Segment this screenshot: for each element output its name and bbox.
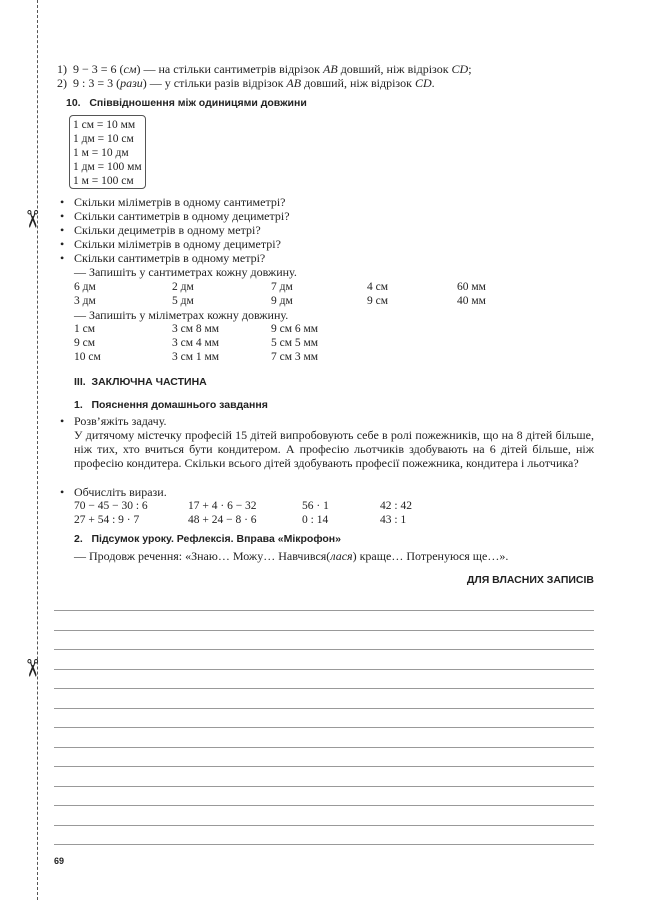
cm-table [74,280,574,308]
list-item: • Розв’яжіть задачу. [60,414,167,428]
note-line [54,649,594,650]
note-line [54,610,594,611]
bullet-icon: • [60,209,65,223]
table-row: 1 см 3 см 8 мм 9 см 6 мм [74,323,319,335]
mm-table [74,322,474,364]
table-row: 6 дм 2 дм 7 дм 4 см 60 мм [74,281,486,293]
bullet-icon: • [60,251,65,265]
page-number: 69 [54,856,65,866]
note-line [54,708,594,709]
table-row: 3 дм 5 дм 9 дм 9 см 40 мм [74,295,486,307]
unit-relation: 1 м = 10 дм [73,147,129,159]
note-line [54,825,594,826]
word-problem: У дитячому містечку професій 15 дітей випробовують себе в ролі пожежників, що на 8 дітей більше, ніж тих, хто вчиться бути кондитером. А професію льотчиків здобувають на 6 дітей більше, ніж професію кондитера. Скільки всього дітей здобувають професії пожежника, кондитера і льотчика? [74,428,594,470]
scissors-icon: ✂ [18,657,47,679]
summary-title: 2. Підсумок уроку. Рефлексія. Вправа «Мікрофон» [74,533,341,545]
list-item: • Скільки сантиметрів в одному метрі? [60,251,266,265]
note-line [54,844,594,845]
bullet-icon: • [60,223,65,237]
unit-relation: 1 см = 10 мм [73,119,136,131]
bullet-icon: • [60,195,65,209]
units-box [69,115,146,189]
cut-line [37,0,38,900]
homework-title: 1. Пояснення домашнього завдання [74,399,268,411]
bullet-icon: • [60,237,65,251]
bullet-icon: • [60,414,65,428]
list-item: • Скільки міліметрів в одному дециметрі? [60,237,281,251]
note-line [54,747,594,748]
note-line [54,669,594,670]
list-item: • Скільки міліметрів в одному сантиметрі? [60,195,286,209]
list-item: • Скільки дециметрів в одному метрі? [60,223,261,237]
list-item: • Обчисліть вирази. [60,485,167,499]
unit-relation: 1 м = 100 см [73,175,134,187]
question-list [60,195,290,265]
table-row: 27 + 54 : 9 · 7 48 + 24 − 8 · 6 0 : 14 43 : 1 [74,514,407,526]
bullet-icon: • [60,485,65,499]
expressions-table [74,499,474,527]
task-cm: — Запишіть у сантиметрах кожну довжину. [74,265,297,279]
unit-relation: 1 дм = 100 мм [73,161,142,173]
note-line [54,766,594,767]
unit-relation: 1 дм = 10 см [73,133,134,145]
list-item: • Скільки сантиметрів в одному дециметрі? [60,209,290,223]
note-line [54,630,594,631]
part-3-title: ІІІ. ЗАКЛЮЧНА ЧАСТИНА [74,376,207,388]
table-row: 70 − 45 − 30 : 6 17 + 4 · 6 − 32 56 · 1 42 : 42 [74,500,412,512]
note-line [54,727,594,728]
task-mm: — Запишіть у міліметрах кожну довжину. [74,308,289,322]
note-line [54,688,594,689]
note-line [54,805,594,806]
answer-line-2: 2) 9 : 3 = 3 (рази) — у стільки разів відрізок AB довший, ніж відрізок CD. [57,76,435,90]
reflection-text: — Продовж речення: «Знаю… Можу… Навчився(лася) краще… Потренуюся ще…». [74,549,509,563]
scissors-icon: ✂ [18,208,47,230]
note-line [54,786,594,787]
table-row: 10 см 3 см 1 мм 7 см 3 мм [74,351,319,363]
section-10-title: 10. Співвідношення між одиницями довжини [66,97,307,109]
answer-line-1: 1) 9 − 3 = 6 (см) — на стільки сантиметрів відрізок AB довший, ніж відрізок CD; [57,62,472,76]
notes-title: ДЛЯ ВЛАСНИХ ЗАПИСІВ [466,574,594,586]
table-row: 9 см 3 см 4 мм 5 см 5 мм [74,337,319,349]
